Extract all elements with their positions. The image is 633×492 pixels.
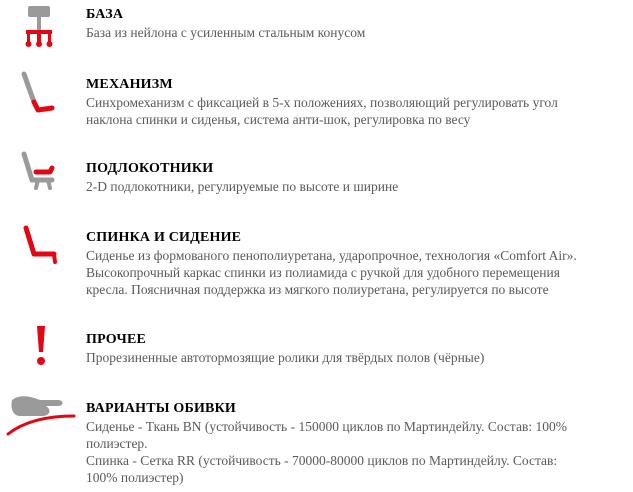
feature-title: ПОДЛОКОТНИКИ	[86, 161, 214, 176]
upholstery-hand-icon	[6, 388, 76, 440]
chair-base-icon	[16, 4, 66, 54]
feature-title: ПРОЧЕЕ	[86, 332, 147, 347]
feature-description: Прорезиненные автотормозящие ролики для твёрдых полов (чёрные)	[86, 350, 485, 365]
seat-back-icon	[14, 224, 64, 274]
armrest-icon	[14, 150, 64, 200]
mechanism-icon	[14, 70, 64, 120]
feature-title: СПИНКА И СИДЕНИЕ	[86, 230, 242, 245]
feature-description: База из нейлона с усиленным стальным конусом	[86, 25, 366, 40]
exclamation-icon	[16, 322, 66, 372]
feature-description: Сиденье - Ткань BN (устойчивость - 150000 циклов по Мартиндейлу. Состав: 100% полиэстер. Спинка - Сетка RR (устойчивость - 70000-80000 циклов по Мартиндейлу. Состав: 100% полиэстер)	[86, 419, 567, 485]
feature-title: БАЗА	[86, 7, 124, 22]
feature-description: Синхромеханизм с фиксацией в 5-х положениях, позволяющий регулировать угол наклона спинки и сиденья, система анти-шок, регулировка по весу	[86, 95, 558, 127]
feature-title: ВАРИАНТЫ ОБИВКИ	[86, 401, 237, 416]
feature-description: 2-D подлокотники, регулируемые по высоте и ширине	[86, 179, 399, 194]
feature-description: Сиденье из формованого пенополиуретана, ударопрочное, технология «Comfort Air». Высокопрочный каркас спинки из полиамида с ручкой для удобного перемещения кресла. Поясничная поддержка из мягкого полиуретана, регулируется по высоте	[86, 248, 577, 297]
feature-title: МЕХАНИЗМ	[86, 77, 173, 92]
